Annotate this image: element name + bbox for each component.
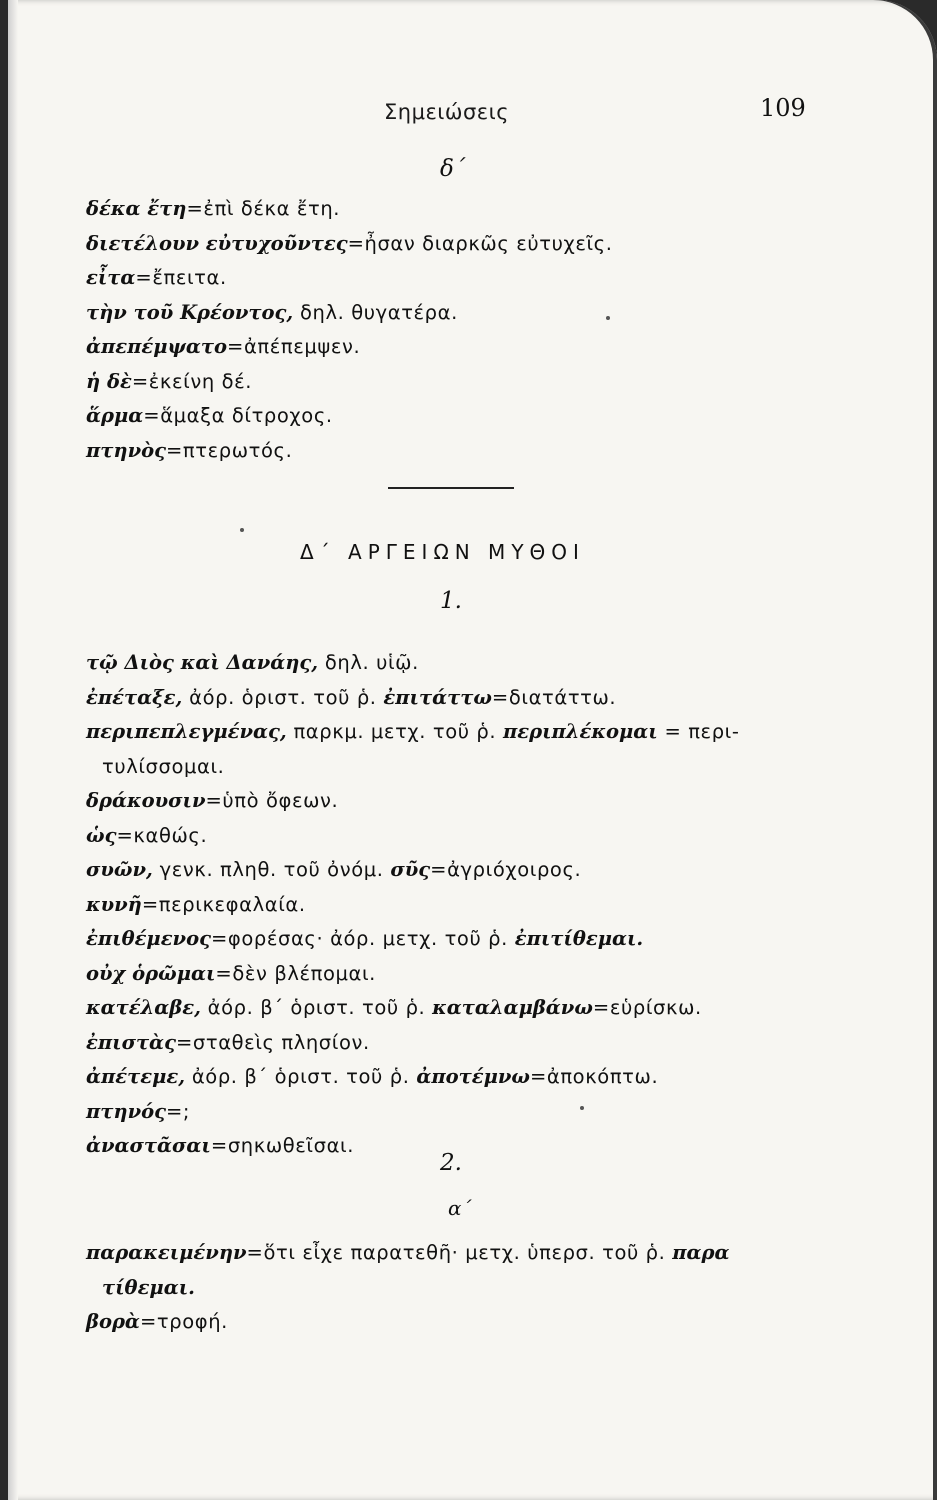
note-gloss: =σηκωθεῖσαι. xyxy=(210,1134,355,1157)
note-lemma: περιπεπλεγμένας, xyxy=(86,720,287,743)
note-gloss: =ἔπειτα. xyxy=(135,266,227,289)
subsection-heading-alpha: α΄ xyxy=(448,1196,472,1220)
note-gloss: δηλ. θυγατέρα. xyxy=(293,300,458,324)
section-heading-2: 2. xyxy=(440,1150,462,1176)
note-lemma: βορὰ xyxy=(86,1310,140,1333)
section-heading-delta: δ΄ xyxy=(440,156,466,182)
note-line xyxy=(86,646,740,681)
note-lemma: εἶτα xyxy=(86,266,136,289)
note-lemma: σῦς xyxy=(390,858,431,881)
note-gloss: ἀόρ. β΄ ὁριστ. τοῦ ῥ. xyxy=(185,1065,417,1088)
note-lemma: ἀναστᾶσαι xyxy=(86,1134,211,1157)
note-gloss: =ἦσαν διαρκῶς εὐτυχεῖς. xyxy=(347,231,613,255)
note-line xyxy=(86,1305,730,1340)
scan-speck xyxy=(240,528,244,532)
note-line xyxy=(86,1236,730,1271)
note-lemma: πτηνὸς xyxy=(86,438,166,462)
note-lemma: ἐπιθέμενος xyxy=(86,927,211,950)
note-gloss: =ἐπὶ δέκα ἔτη. xyxy=(186,197,341,220)
note-gloss: =ἀποκόπτω. xyxy=(529,1065,659,1088)
note-lemma: περιπλέκομαι xyxy=(503,720,658,743)
note-gloss: =; xyxy=(165,1099,191,1123)
scan-speck xyxy=(580,1106,584,1110)
note-lemma: ἐπιτάττω xyxy=(383,685,492,709)
notes-list-2 xyxy=(86,1236,730,1340)
note-line xyxy=(86,784,740,819)
note-lemma: κυνῆ xyxy=(86,892,142,916)
note-gloss: τυλίσσομαι. xyxy=(102,754,225,778)
note-lemma: ἐπέταξε, xyxy=(86,685,183,709)
note-line xyxy=(86,1129,740,1164)
note-lemma: τὴν τοῦ Κρέοντος, xyxy=(86,300,294,324)
note-lemma: τίθεμαι. xyxy=(102,1275,195,1299)
note-lemma: ἡ δὲ xyxy=(86,369,132,393)
note-gloss: =ἐκείνη δέ. xyxy=(131,369,253,393)
note-lemma: διετέλουν εὐτυχοῦντες xyxy=(86,231,348,255)
note-line xyxy=(86,399,613,434)
note-line xyxy=(86,330,613,365)
note-gloss: =εὑρίσκω. xyxy=(592,996,702,1019)
note-lemma: ἀποτέμνω xyxy=(416,1065,530,1088)
note-gloss: γενκ. πληθ. τοῦ ὀνόμ. xyxy=(152,858,391,881)
note-lemma: ὡς xyxy=(86,823,117,847)
note-lemma: οὐχ ὁρῶμαι xyxy=(86,961,216,985)
note-gloss: =ἀπέπεμψεν. xyxy=(227,335,361,358)
note-gloss: =ἅμαξα δίτροχος. xyxy=(143,404,333,427)
note-gloss: =ἀγριόχοιρος. xyxy=(430,858,582,881)
note-lemma: συῶν, xyxy=(86,858,153,881)
note-gloss: =φορέσας· ἀόρ. μετχ. τοῦ ῥ. xyxy=(210,927,515,950)
note-gloss: =περικεφαλαία. xyxy=(141,892,306,916)
notes-list-delta xyxy=(86,192,613,468)
note-gloss: =πτερωτός. xyxy=(165,438,293,462)
note-gloss: =σταθεὶς πλησίον. xyxy=(175,1030,370,1054)
chapter-title: Δ΄ ΑΡΓΕΙΩΝ ΜΥΘΟΙ xyxy=(300,540,585,564)
scan-edge xyxy=(8,0,18,1500)
note-line xyxy=(86,1095,740,1130)
note-line xyxy=(86,296,613,331)
running-header: Σημειώσεις xyxy=(384,100,510,124)
note-gloss: =ὑπὸ ὄφεων. xyxy=(205,789,339,812)
note-lemma: καταλαμβάνω xyxy=(432,996,593,1019)
note-gloss: = περι- xyxy=(657,720,740,743)
note-lemma: ἅρμα xyxy=(86,404,144,427)
note-line xyxy=(86,1026,740,1061)
note-line xyxy=(86,434,613,469)
page-number: 109 xyxy=(760,94,806,122)
scan-speck xyxy=(606,316,610,320)
book-page xyxy=(8,0,937,1500)
note-gloss: =διατάττω. xyxy=(491,685,617,709)
note-lemma: παρα xyxy=(672,1241,730,1264)
note-gloss: =καθώς. xyxy=(116,823,208,847)
note-gloss: ἀόρ. β΄ ὁριστ. τοῦ ῥ. xyxy=(200,996,433,1019)
note-lemma: ἀπεπέμψατο xyxy=(86,335,228,358)
note-line xyxy=(86,1060,740,1095)
note-line xyxy=(86,888,740,923)
note-lemma: τῷ Διὸς καὶ Δανάης, xyxy=(86,651,319,674)
note-line xyxy=(86,750,740,785)
note-gloss: =ὅτι εἶχε παρατεθῆ· μετχ. ὑπερσ. τοῦ ῥ. xyxy=(246,1241,673,1264)
note-line xyxy=(86,261,613,296)
note-lemma: ἐπιστὰς xyxy=(86,1030,176,1054)
note-line xyxy=(86,991,740,1026)
note-line xyxy=(86,365,613,400)
note-gloss: =τροφή. xyxy=(139,1310,228,1333)
note-gloss: δηλ. υἱῷ. xyxy=(318,651,419,674)
note-lemma: παρακειμένην xyxy=(86,1241,247,1264)
note-line xyxy=(86,922,740,957)
note-gloss: ἀόρ. ὁριστ. τοῦ ῥ. xyxy=(182,685,384,709)
note-line xyxy=(86,853,740,888)
note-line xyxy=(86,192,613,227)
note-line xyxy=(86,819,740,854)
note-lemma: πτηνός xyxy=(86,1099,166,1123)
note-line xyxy=(86,227,613,262)
note-lemma: δράκουσιν xyxy=(86,789,206,812)
note-lemma: δέκα ἔτη xyxy=(86,197,187,220)
note-lemma: ἐπιτίθεμαι. xyxy=(514,927,644,950)
section-heading-1: 1. xyxy=(440,588,462,614)
note-gloss: παρκμ. μετχ. τοῦ ῥ. xyxy=(286,720,503,743)
note-line xyxy=(86,1271,730,1306)
note-lemma: κατέλαβε, xyxy=(86,996,201,1019)
section-divider xyxy=(388,487,514,489)
notes-list-1 xyxy=(86,646,740,1164)
note-gloss: =δὲν βλέπομαι. xyxy=(215,961,376,985)
note-line xyxy=(86,715,740,750)
note-line xyxy=(86,957,740,992)
note-lemma: ἀπέτεμε, xyxy=(86,1065,186,1088)
note-line xyxy=(86,681,740,716)
